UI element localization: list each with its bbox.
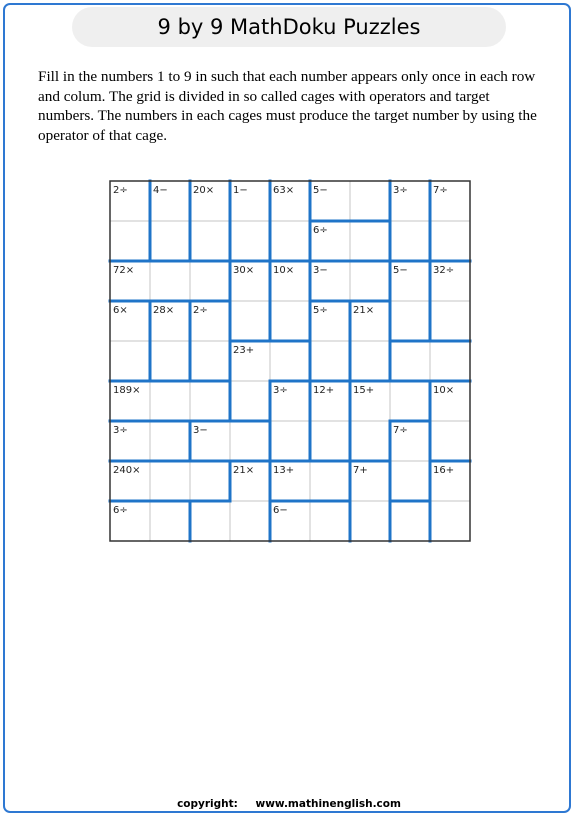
cage-clue: 21× — [353, 305, 375, 316]
cage-clue: 5÷ — [313, 305, 328, 316]
cage-clue: 189× — [113, 385, 141, 396]
cage-clue: 7÷ — [433, 185, 448, 196]
grid-cell[interactable] — [430, 221, 470, 261]
cage-clue: 32÷ — [433, 265, 455, 276]
grid-cell[interactable] — [390, 221, 430, 261]
cage-clue: 72× — [113, 265, 135, 276]
grid-cell[interactable] — [430, 341, 470, 381]
cage-clue: 6÷ — [113, 505, 128, 516]
grid-cell[interactable] — [390, 381, 430, 421]
cage-clue: 20× — [193, 185, 215, 196]
cage-clue: 15+ — [353, 385, 375, 396]
cage-clue: 21× — [233, 465, 255, 476]
cage-clue: 5− — [393, 265, 408, 276]
grid-cell[interactable] — [190, 501, 230, 541]
grid-cell[interactable] — [150, 341, 190, 381]
cage-clue: 6÷ — [313, 225, 328, 236]
grid-cell[interactable] — [150, 261, 190, 301]
grid-cell[interactable] — [230, 221, 270, 261]
grid-cell[interactable] — [230, 421, 270, 461]
grid-cell[interactable] — [190, 221, 230, 261]
cage-clue: 10× — [273, 265, 295, 276]
grid-cell[interactable] — [390, 301, 430, 341]
cage-clue: 13+ — [273, 465, 295, 476]
cage-clue: 3− — [313, 265, 328, 276]
cage-clue: 3÷ — [393, 185, 408, 196]
grid-cell[interactable] — [230, 381, 270, 421]
copyright-site: www.mathinenglish.com — [255, 798, 401, 810]
cage-clue: 2÷ — [113, 185, 128, 196]
grid-cell[interactable] — [150, 221, 190, 261]
grid-cell[interactable] — [230, 501, 270, 541]
grid-cell[interactable] — [190, 261, 230, 301]
grid-cell[interactable] — [150, 461, 190, 501]
cage-clue: 3− — [193, 425, 208, 436]
grid-cell[interactable] — [110, 341, 150, 381]
instructions-text: Fill in the numbers 1 to 9 in such that each number appears only once in each row and colum. The grid is divided in so called cages with operators and target numbers. The numbers in each cages must produce the target number by using the operator of that cage. — [38, 68, 537, 144]
cage-clue: 3÷ — [113, 425, 128, 436]
cage-clue: 5− — [313, 185, 328, 196]
cage-clue: 2÷ — [193, 305, 208, 316]
cage-clue: 28× — [153, 305, 175, 316]
grid-cell[interactable] — [430, 501, 470, 541]
copyright-label: copyright: — [177, 798, 238, 810]
cage-clue: 6− — [273, 505, 288, 516]
cage-clue: 4− — [153, 185, 168, 196]
cage-clue: 63× — [273, 185, 295, 196]
grid-cell[interactable] — [390, 501, 430, 541]
grid-cell[interactable] — [350, 421, 390, 461]
cage-clue: 7÷ — [393, 425, 408, 436]
cage-clue: 23+ — [233, 345, 255, 356]
grid-cell[interactable] — [150, 421, 190, 461]
cage-clue: 6× — [113, 305, 128, 316]
grid-cell[interactable] — [270, 301, 310, 341]
grid-cell[interactable] — [350, 221, 390, 261]
cage-clue: 3÷ — [273, 385, 288, 396]
grid-cell[interactable] — [310, 421, 350, 461]
grid-cell[interactable] — [310, 501, 350, 541]
grid-cell[interactable] — [190, 381, 230, 421]
grid-cell[interactable] — [390, 341, 430, 381]
grid-cell[interactable] — [310, 461, 350, 501]
grid-cell[interactable] — [430, 421, 470, 461]
cage-clue: 30× — [233, 265, 255, 276]
grid-cell[interactable] — [350, 181, 390, 221]
cage-clue: 7+ — [353, 465, 368, 476]
grid-cell[interactable] — [230, 301, 270, 341]
grid-cell[interactable] — [350, 501, 390, 541]
grid-cell[interactable] — [310, 341, 350, 381]
cage-clue: 12+ — [313, 385, 335, 396]
grid-cell[interactable] — [150, 501, 190, 541]
page-title: 9 by 9 MathDoku Puzzles — [72, 7, 506, 47]
grid-cell[interactable] — [270, 421, 310, 461]
cage-clue: 1− — [233, 185, 248, 196]
grid-cell[interactable] — [350, 261, 390, 301]
grid-cell[interactable] — [190, 341, 230, 381]
grid-cell[interactable] — [430, 301, 470, 341]
grid-cell[interactable] — [190, 461, 230, 501]
grid-cell[interactable] — [390, 461, 430, 501]
footer-copyright — [0, 798, 578, 810]
grid-cell[interactable] — [150, 381, 190, 421]
cage-clue: 16+ — [433, 465, 455, 476]
grid-cell[interactable] — [270, 221, 310, 261]
grid-cell[interactable] — [270, 341, 310, 381]
cage-clue: 240× — [113, 465, 141, 476]
mathdoku-grid — [104, 175, 474, 545]
grid-cell[interactable] — [110, 221, 150, 261]
grid-cell[interactable] — [350, 341, 390, 381]
cage-clue: 10× — [433, 385, 455, 396]
